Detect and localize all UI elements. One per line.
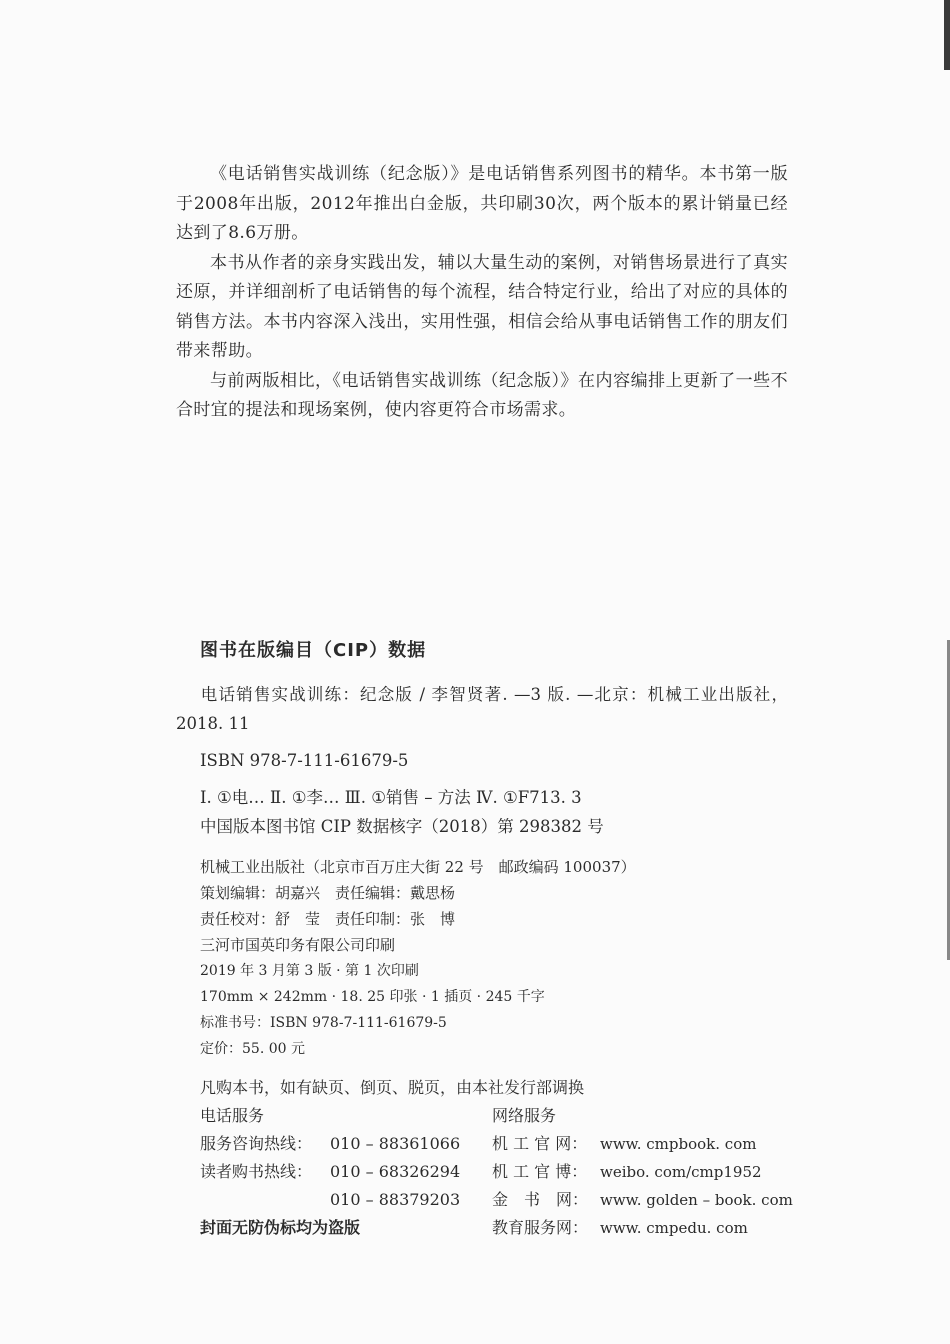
web-label: 金 书 网：: [492, 1190, 589, 1209]
phone-row: [200, 1130, 492, 1158]
web-url: weibo. com/cmp1952: [600, 1163, 762, 1181]
page-edge-mark: [944, 0, 950, 70]
printer: 三河市国英印务有限公司印刷: [200, 936, 396, 954]
phone-service: [200, 1102, 492, 1242]
cip-isbn: ISBN 978-7-111-61679-5: [200, 751, 409, 770]
cip-classification: Ⅰ. ①电… Ⅱ. ①李… Ⅲ. ①销售 – 方法 Ⅳ. ①F713. 3: [200, 788, 582, 807]
publisher-address: 机械工业出版社（北京市百万庄大街 22 号 邮政编码 100037）: [200, 858, 636, 876]
web-row: [492, 1158, 810, 1186]
intro-section: [176, 160, 788, 426]
intro-paragraph: 《电话销售实战训练（纪念版）》是电话销售系列图书的精华。本书第一版于2008年出版，2012年推出白金版，共印刷30次，两个版本的累计销量已经达到了8.6万册。: [176, 164, 788, 243]
phone-number: 010 – 88361066: [330, 1134, 461, 1153]
web-label: 教育服务网：: [492, 1218, 589, 1237]
phone-number: 010 – 88379203: [330, 1190, 461, 1209]
phone-row: [200, 1158, 492, 1186]
cip-title: 图书在版编目（CIP）数据: [200, 640, 427, 661]
proofreaders: 责任校对：舒 莹 责任印制：张 博: [200, 910, 456, 928]
phone-label: 读者购书热线：: [200, 1162, 313, 1181]
web-url: www. cmpedu. com: [600, 1219, 748, 1237]
intro-paragraph: 本书从作者的亲身实践出发，辅以大量生动的案例，对销售场景进行了真实还原，并详细剖析了电话销售的每个流程，结合特定行业，给出了对应的具体的销售方法。本书内容深入浅出，实用性强，相信会给从事电话销售工作的朋友们带来帮助。: [176, 252, 788, 361]
web-row: [492, 1186, 810, 1214]
phone-service-heading: 电话服务: [200, 1106, 265, 1125]
cip-catalog-entry: 电话销售实战训练：纪念版 / 李智贤著. —3 版. —北京：机械工业出版社，2018. 11: [176, 685, 788, 733]
web-url: www. golden – book. com: [600, 1191, 793, 1209]
format-info: 170mm × 242mm · 18. 25 印张 · 1 插页 · 245 千字: [200, 989, 545, 1005]
web-service-heading: 网络服务: [492, 1106, 557, 1125]
web-label: 机 工 官 博：: [492, 1162, 588, 1181]
cip-record: [176, 680, 788, 841]
editors: 策划编辑：胡嘉兴 责任编辑：戴思杨: [200, 884, 456, 902]
web-label: 机 工 官 网：: [492, 1134, 588, 1153]
web-service: [492, 1102, 810, 1242]
web-url: www. cmpbook. com: [600, 1135, 757, 1153]
replacement-notice: 凡购本书，如有缺页、倒页、脱页，由本社发行部调换: [200, 1078, 585, 1097]
web-row: [492, 1214, 810, 1242]
web-row: [492, 1130, 810, 1158]
edition-info: 2019 年 3 月第 3 版 · 第 1 次印刷: [200, 963, 419, 979]
price: 定价：55. 00 元: [200, 1041, 305, 1057]
phone-label: 服务咨询热线：: [200, 1134, 313, 1153]
service-section: [200, 1074, 810, 1242]
standard-number: 标准书号：ISBN 978-7-111-61679-5: [200, 1015, 447, 1031]
imprint-section: [200, 854, 800, 1062]
intro-paragraph: 与前两版相比，《电话销售实战训练（纪念版）》在内容编排上更新了一些不合时宜的提法和现场案例，使内容更符合市场需求。: [176, 370, 788, 420]
phone-row: [200, 1186, 492, 1214]
anti-piracy-notice: 封面无防伪标均为盗版: [200, 1218, 361, 1237]
phone-number: 010 – 68326294: [330, 1162, 461, 1181]
cip-verification: 中国版本图书馆 CIP 数据核字（2018）第 298382 号: [200, 817, 604, 836]
